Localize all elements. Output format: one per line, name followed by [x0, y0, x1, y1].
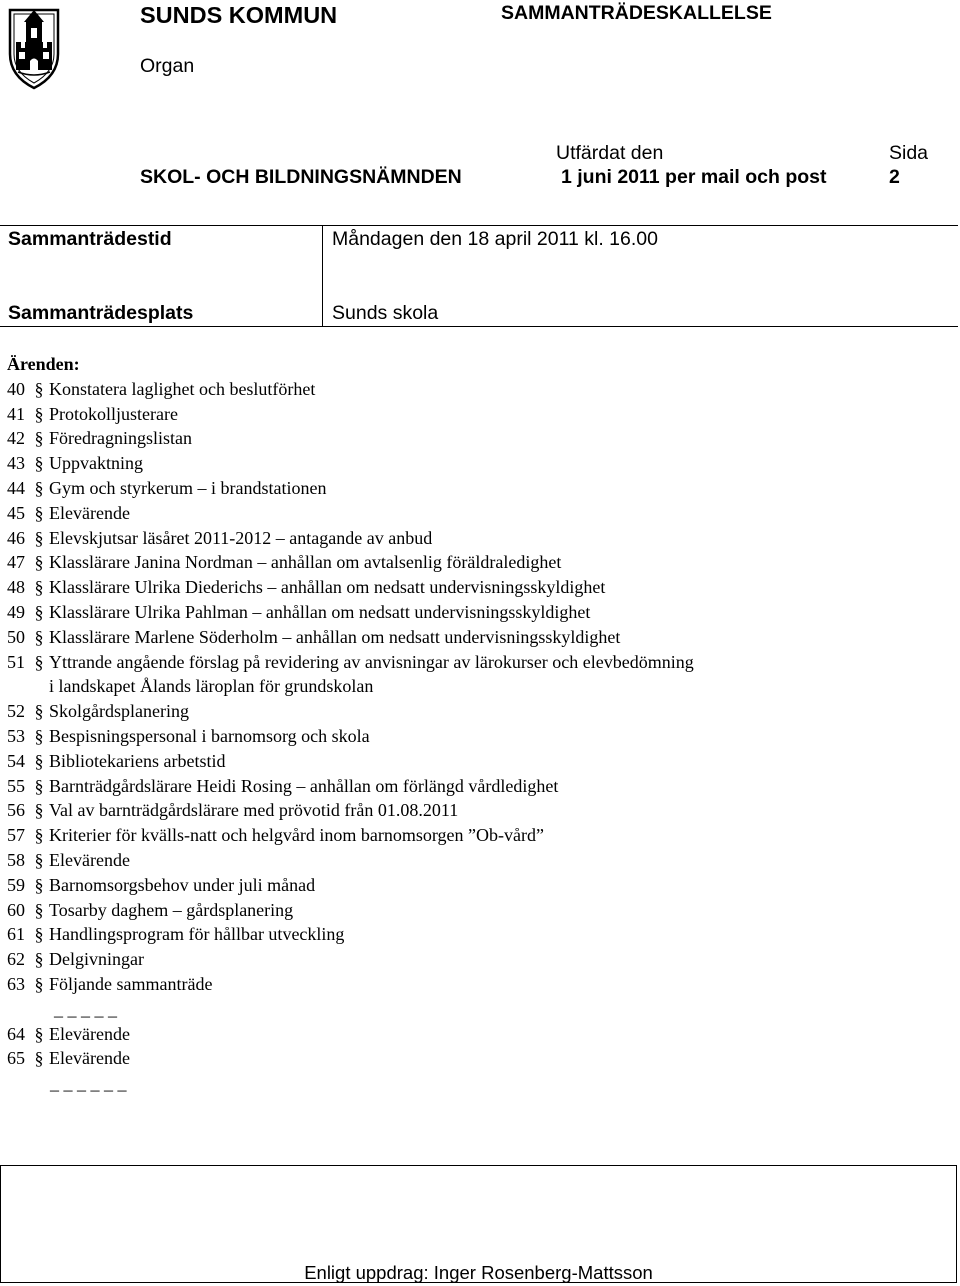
- agenda-item-text: Elevärende: [49, 1048, 130, 1069]
- agenda-item-number: 48: [7, 577, 25, 598]
- section-symbol: §: [34, 725, 44, 746]
- agenda-item-number: 40: [7, 378, 25, 399]
- agenda-item-number: 56: [7, 800, 25, 821]
- section-symbol: §: [34, 453, 44, 474]
- separator-dashes-end: _ _ _ _ _ _: [50, 1073, 127, 1094]
- section-symbol: §: [34, 403, 44, 424]
- agenda-item-text: Gym och styrkerum – i brandstationen: [49, 477, 327, 498]
- section-symbol: §: [34, 626, 44, 647]
- agenda-item-text: Elevskjutsar läsåret 2011-2012 – antagande av anbud: [49, 527, 433, 548]
- table-column-divider: [322, 225, 323, 326]
- agenda-item-text: Delgivningar: [49, 949, 144, 970]
- agenda-item: [7, 823, 694, 848]
- meeting-time-label: Sammanträdestid: [8, 228, 172, 250]
- agenda-item-text: Elevärende: [49, 849, 130, 870]
- agenda-item-text: Klasslärare Ulrika Diederichs – anhållan om nedsatt undervisningsskyldighet: [49, 577, 606, 598]
- agenda-item-text: Protokolljusterare: [49, 403, 178, 424]
- agenda-item-text: Klasslärare Marlene Söderholm – anhållan om nedsatt undervisningsskyldighet: [49, 626, 621, 647]
- agenda-item: [7, 947, 694, 972]
- agenda-item-continuation: i landskapet Ålands läroplan för grundskolan: [49, 676, 374, 697]
- agenda-item: [7, 402, 694, 427]
- agenda-item-text: Val av barnträdgårdslärare med prövotid från 01.08.2011: [49, 800, 459, 821]
- organization-name: SUNDS KOMMUN: [140, 2, 338, 28]
- agenda-item: [7, 724, 694, 749]
- agenda-item-text: Klasslärare Janina Nordman – anhållan om avtalsenlig föräldraledighet: [49, 552, 562, 573]
- section-symbol: §: [34, 775, 44, 796]
- section-symbol: §: [34, 477, 44, 498]
- agenda-item: [7, 625, 694, 650]
- document-type: SAMMANTRÄDESKALLELSE: [501, 2, 772, 24]
- section-symbol: §: [34, 874, 44, 895]
- section-symbol: §: [34, 527, 44, 548]
- agenda-item-number: 52: [7, 701, 25, 722]
- agenda-item: [7, 749, 694, 774]
- agenda-item-number: 62: [7, 949, 25, 970]
- section-symbol: §: [34, 899, 44, 920]
- section-symbol: §: [34, 651, 44, 672]
- agenda-item: [7, 774, 694, 799]
- agenda-item: [7, 898, 694, 923]
- section-symbol: §: [34, 378, 44, 399]
- agenda-item: [7, 1046, 694, 1071]
- agenda-item: [7, 476, 694, 501]
- agenda-item-text: Kriterier för kvälls-natt och helgvård inom barnomsorgen ”Ob-vård”: [49, 825, 544, 846]
- agenda-item: [7, 972, 694, 997]
- page-label: Sida: [889, 142, 929, 164]
- agenda-heading: Ärenden:: [7, 354, 80, 374]
- agenda-item-number: 60: [7, 899, 25, 920]
- section-symbol: §: [34, 428, 44, 449]
- agenda-item: [7, 848, 694, 873]
- municipal-crest-logo: [6, 4, 62, 90]
- agenda-item: [7, 451, 694, 476]
- agenda-item-text: Följande sammanträde: [49, 973, 213, 994]
- agenda-item-text: Bibliotekariens arbetstid: [49, 750, 226, 771]
- meeting-time-value: Måndagen den 18 april 2011 kl. 16.00: [332, 228, 658, 250]
- agenda-item-number: 41: [7, 403, 25, 424]
- body-name: SKOL- OCH BILDNINGSNÄMNDEN: [140, 166, 462, 188]
- section-symbol: §: [34, 750, 44, 771]
- section-symbol: §: [34, 1023, 44, 1044]
- agenda-item: [7, 526, 694, 551]
- issued-value: 1 juni 2011 per mail och post: [561, 166, 827, 188]
- section-symbol: §: [34, 800, 44, 821]
- agenda-item: [7, 377, 694, 402]
- separator-dashes: _ _ _ _ _: [54, 998, 117, 1019]
- agenda-item-number: 64: [7, 1023, 25, 1044]
- agenda-item-text: Barnträdgårdslärare Heidi Rosing – anhållan om förlängd vårdledighet: [49, 775, 559, 796]
- agenda-item-number: 45: [7, 502, 25, 523]
- agenda-item-number: 42: [7, 428, 25, 449]
- agenda-item-text: Klasslärare Ulrika Pahlman – anhållan om nedsatt undervisningsskyldighet: [49, 601, 591, 622]
- agenda-item-number: 54: [7, 750, 25, 771]
- agenda-item: [7, 1022, 694, 1047]
- agenda-item-number: 58: [7, 849, 25, 870]
- agenda-item-text: Konstatera laglighet och beslutförhet: [49, 378, 316, 399]
- agenda-item-number: 57: [7, 825, 25, 846]
- section-symbol: §: [34, 949, 44, 970]
- section-symbol: §: [34, 552, 44, 573]
- agenda-item-number: 51: [7, 651, 25, 672]
- agenda-item-text: Elevärende: [49, 1023, 130, 1044]
- agenda-list: [7, 352, 694, 1096]
- agenda-item-text: Yttrande angående förslag på revidering av anvisningar av lärokurser och elevbedömning: [49, 651, 694, 672]
- agenda-item-number: 50: [7, 626, 25, 647]
- table-bottom-border: [0, 326, 958, 327]
- agenda-item-number: 49: [7, 601, 25, 622]
- agenda-item: [7, 600, 694, 625]
- agenda-item-number: 61: [7, 924, 25, 945]
- agenda-item-number: 65: [7, 1048, 25, 1069]
- agenda-item-text: Uppvaktning: [49, 453, 143, 474]
- agenda-item-number: 43: [7, 453, 25, 474]
- agenda-item-number: 55: [7, 775, 25, 796]
- agenda-item: [7, 798, 694, 823]
- agenda-item-number: 59: [7, 874, 25, 895]
- agenda-item-text: Handlingsprogram för hållbar utveckling: [49, 924, 345, 945]
- agenda-item: [7, 550, 694, 575]
- agenda-item-text: Barnomsorgsbehov under juli månad: [49, 874, 316, 895]
- agenda-item: [7, 501, 694, 526]
- agenda-item-text: Tosarby daghem – gårdsplanering: [49, 899, 294, 920]
- page-number: 2: [889, 166, 900, 188]
- agenda-item-text: Bespisningspersonal i barnomsorg och skola: [49, 725, 370, 746]
- section-symbol: §: [34, 701, 44, 722]
- section-symbol: §: [34, 849, 44, 870]
- section-symbol: §: [34, 1048, 44, 1069]
- agenda-item-number: 44: [7, 477, 25, 498]
- agenda-item-text: Föredragningslistan: [49, 428, 192, 449]
- agenda-item: [7, 699, 694, 724]
- agenda-item-number: 46: [7, 527, 25, 548]
- meeting-place-label: Sammanträdesplats: [8, 302, 194, 324]
- agenda-item: [7, 650, 694, 675]
- section-symbol: §: [34, 577, 44, 598]
- meeting-place-value: Sunds skola: [332, 302, 439, 324]
- issued-label: Utfärdat den: [556, 142, 664, 164]
- section-symbol: §: [34, 924, 44, 945]
- agenda-item-number: 47: [7, 552, 25, 573]
- agenda-item: [7, 426, 694, 451]
- agenda-item: [7, 873, 694, 898]
- agenda-item-number: 53: [7, 725, 25, 746]
- section-symbol: §: [34, 601, 44, 622]
- table-top-border: [0, 225, 958, 226]
- agenda-item-text: Skolgårdsplanering: [49, 701, 189, 722]
- organ-label: Organ: [140, 55, 195, 77]
- agenda-item-number: 63: [7, 973, 25, 994]
- agenda-item: [7, 922, 694, 947]
- signature-box: [0, 1165, 957, 1283]
- signature-text: Enligt uppdrag: Inger Rosenberg-Mattsson: [304, 1262, 653, 1283]
- agenda-item: [7, 575, 694, 600]
- section-symbol: §: [34, 973, 44, 994]
- section-symbol: §: [34, 825, 44, 846]
- section-symbol: §: [34, 502, 44, 523]
- agenda-item-text: Elevärende: [49, 502, 130, 523]
